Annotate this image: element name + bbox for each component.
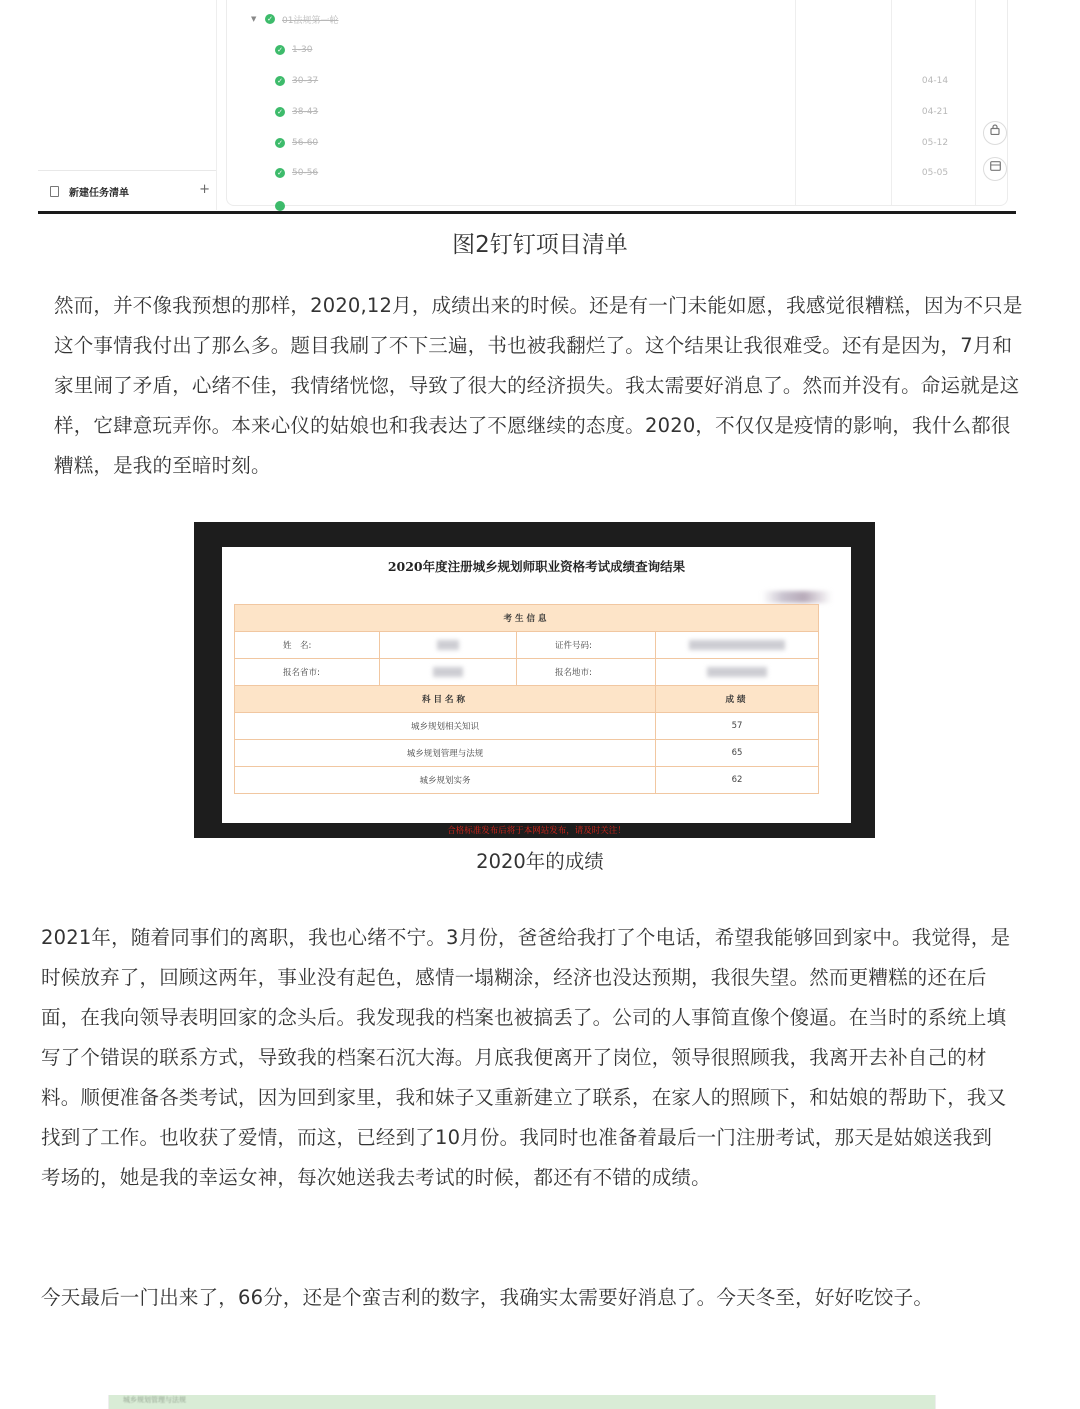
score-result-page: [222, 547, 851, 836]
city-value: [656, 659, 819, 686]
check-icon[interactable]: ✓: [275, 168, 285, 178]
name-label: 姓 名:: [235, 632, 380, 659]
task-group-row[interactable]: [227, 8, 1007, 30]
task-label: 1-30: [292, 45, 313, 55]
check-icon[interactable]: ✓: [275, 45, 285, 55]
screenshot-bottom-border: [38, 211, 1016, 214]
new-task-list-button[interactable]: [50, 183, 210, 199]
subject-name: 城乡规划实务: [235, 767, 656, 794]
id-value: [656, 632, 819, 659]
task-label: 30-37: [292, 76, 319, 86]
new-task-list-label: 新建任务清单: [69, 187, 129, 199]
province-value: [380, 659, 517, 686]
subject-name: 城乡规划管理与法规: [235, 740, 656, 767]
lock-icon[interactable]: [983, 121, 1007, 145]
task-label: 56-60: [292, 138, 319, 148]
score-note: 合格标准发布后将于本网站发布，请及时关注！: [447, 826, 626, 836]
paragraph: 然而，并不像我预想的那样，2020,12月，成绩出来的时候。还是有一门未能如愿，我感觉很糟糕，因为不只是这个事情我付出了那么多。题目我刷了不下三遍，书也被我翻烂了。这个结果让我很难受。还有是因为，7月和家里闹了矛盾，心绪不佳，我情绪恍惚，导致了很大的经济损失。我太需要好消息了。然而并没有。命运就是这样，它肆意玩弄你。本来心仪的姑娘也和我表达了不愿继续的态度。2020，不仅仅是疫情的影响，我什么都很糟糕，是我的至暗时刻。: [54, 294, 1023, 477]
check-icon[interactable]: ✓: [275, 138, 285, 148]
id-label: 证件号码:: [517, 632, 656, 659]
document-icon: [50, 186, 59, 197]
task-row[interactable]: [227, 101, 1007, 123]
dingtalk-list-screenshot: [38, 0, 1016, 214]
task-date: 04-14: [921, 76, 949, 86]
paragraph: 今天最后一门出来了，66分，还是个蛮吉利的数字，我确实太需要好消息了。今天冬至，好好吃饺子。: [41, 1286, 934, 1309]
partial-screenshot: [108, 1395, 936, 1409]
task-row[interactable]: [227, 132, 1007, 154]
paragraph: 2021年，随着同事们的离职，我也心绪不宁。3月份，爸爸给我打了个电话，希望我能够回到家中。我觉得，是时候放弃了，回顾这两年，事业没有起色，感情一塌糊涂，经济也没达预期，我很失望。然而更糟糕的还在后面，在我向领导表明回家的念头后。我发现我的档案也被搞丢了。公司的人事简直像个傻逼。在当时的系统上填写了个错误的联系方式，导致我的档案石沉大海。月底我便离开了岗位，领导很照顾我，我离开去补自己的材料。顺便准备各类考试，因为回到家里，我和妹子又重新建立了联系，在家人的照顾下，和姑娘的帮助下，我又找到了工作。也收获了爱情，而这，已经到了10月份。我同时也准备着最后一门注册考试，那天是姑娘送我到考场的，她是我的幸运女神，每次她送我去考试的时候，都还有不错的成绩。: [41, 926, 1011, 1189]
task-date: 04-21: [921, 107, 949, 117]
province-label: 报名省市:: [235, 659, 380, 686]
info-header: 考生信息: [235, 605, 819, 632]
check-icon: [275, 201, 285, 211]
blurred-mark: [762, 591, 832, 603]
sidebar: [38, 0, 217, 210]
subject-score: 57: [656, 713, 819, 740]
check-icon[interactable]: ✓: [275, 107, 285, 117]
score-header: 成绩: [656, 686, 819, 713]
subject-header: 科目名称: [235, 686, 656, 713]
chevron-down-icon[interactable]: ▼: [251, 15, 257, 23]
figure-caption: 2020年的成绩: [476, 850, 604, 873]
task-row[interactable]: [227, 39, 1007, 61]
task-date: 05-12: [921, 138, 949, 148]
score-sheet-title: 2020年度注册城乡规划师职业资格考试成绩查询结果: [387, 559, 686, 574]
task-label: 50-56: [292, 168, 319, 178]
partial-screenshot-text: 城乡规划管理与法规: [123, 1396, 186, 1404]
task-row[interactable]: [227, 162, 1007, 184]
subject-name: 城乡规划相关知识: [235, 713, 656, 740]
task-panel: [226, 0, 1008, 206]
task-date: 05-05: [921, 168, 949, 178]
figure-caption: 图2钉钉项目清单: [452, 232, 628, 258]
name-value: [380, 632, 517, 659]
subject-score: 62: [656, 767, 819, 794]
check-icon[interactable]: ✓: [265, 14, 275, 24]
score-result-screenshot: [194, 522, 875, 838]
layout-icon[interactable]: [983, 157, 1007, 181]
subject-score: 65: [656, 740, 819, 767]
task-label: 38-43: [292, 107, 319, 117]
check-icon[interactable]: ✓: [275, 76, 285, 86]
task-group-label: 01法规第一轮: [282, 15, 339, 26]
task-row[interactable]: [227, 70, 1007, 92]
city-label: 报名地市:: [517, 659, 656, 686]
sidebar-divider: [38, 170, 216, 171]
plus-icon[interactable]: +: [199, 182, 210, 197]
score-table: [234, 604, 819, 794]
